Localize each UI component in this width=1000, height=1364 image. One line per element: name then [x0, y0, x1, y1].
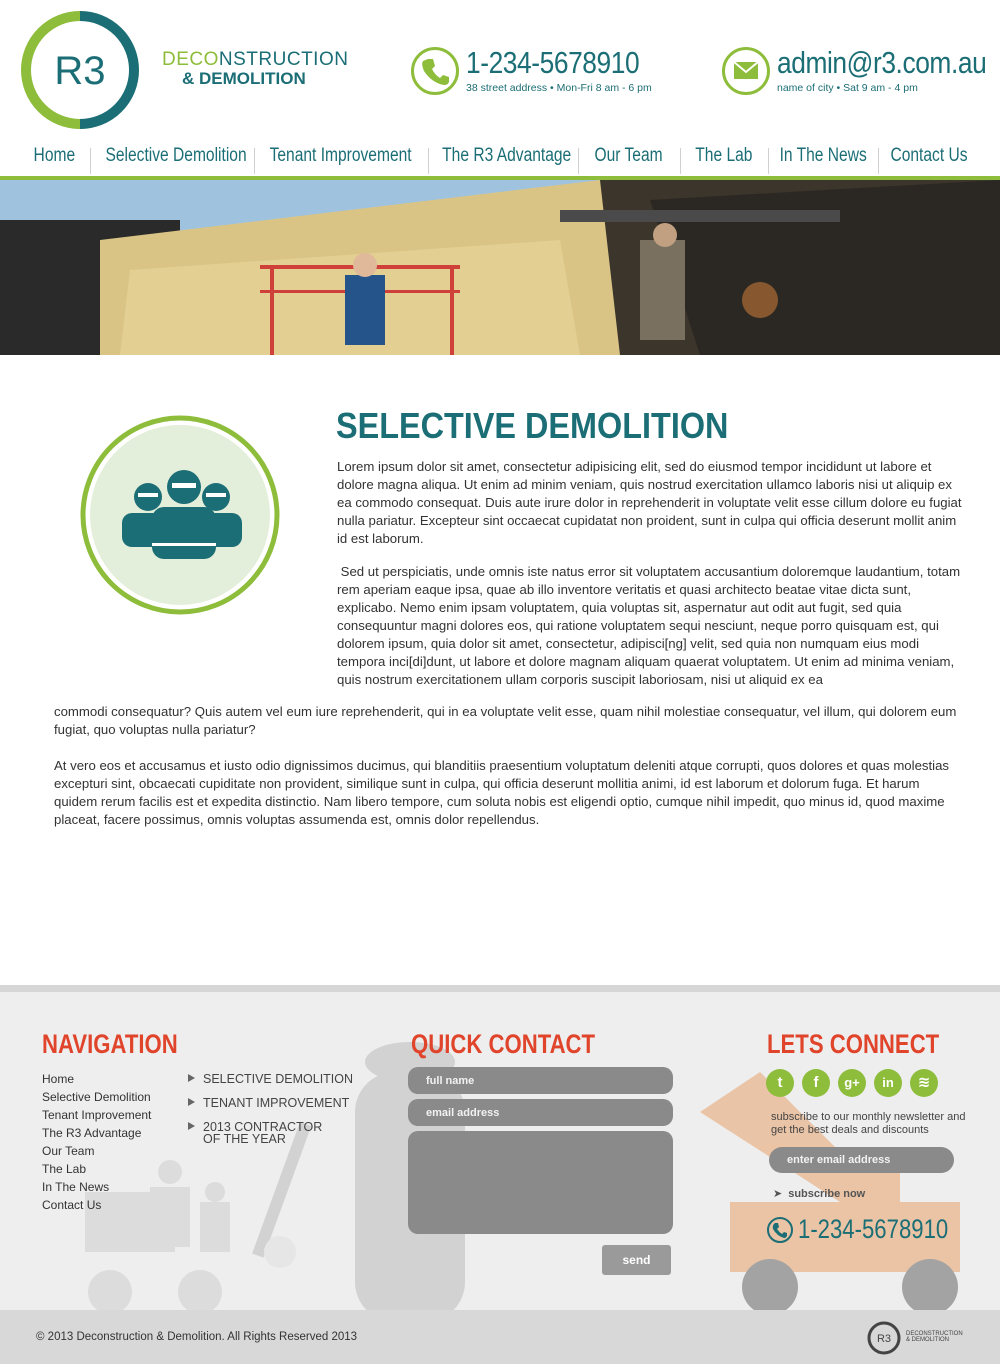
logo-line1-highlight: DECO: [162, 49, 219, 70]
linkedin-icon[interactable]: in: [874, 1069, 902, 1097]
featured-link[interactable]: 2013 CONTRACTOR OF THE YEAR: [188, 1121, 322, 1145]
arrow-right-icon: ➤: [773, 1188, 783, 1200]
footer-link-tenant-improvement[interactable]: Tenant Improvement: [42, 1108, 152, 1122]
header-email-sub: name of city • Sat 9 am - 4 pm: [777, 82, 918, 94]
body-paragraph: Lorem ipsum dolor sit amet, consectetur adipisicing elit, sed do eiusmod tempor incididunt ut labore et dolore magna aliqua. Ut enim ad minim veniam, quis nostrud exercitation ullamco laboris nisi ut aliquip ex ea commodo consequat. Duis aute irure dolor in reprehenderit in voluptate velit esse cillum dolore eu fugiat nulla pariatur. Excepteur sint occaecat cupidatat non proident, sunt in culpa qui officia deserunt mollit anim id est laborum.: [337, 459, 962, 546]
featured-link[interactable]: TENANT IMPROVEMENT: [188, 1097, 349, 1109]
team-icon: [80, 415, 280, 615]
r3-logo[interactable]: [20, 10, 140, 130]
logo-line2: & DEMOLITION: [182, 69, 306, 88]
footer-phone-number: 1-234-5678910: [798, 1214, 949, 1244]
quick-contact-heading: QUICK CONTACT: [411, 1029, 596, 1059]
footer-link-in-the-news[interactable]: In The News: [42, 1180, 110, 1194]
message-textarea[interactable]: [408, 1131, 673, 1234]
footer-link-selective-demolition[interactable]: Selective Demolition: [42, 1090, 151, 1104]
footer-link-r3-advantage[interactable]: The R3 Advantage: [42, 1126, 142, 1140]
send-button[interactable]: send: [602, 1245, 671, 1275]
body-paragraph: At vero eos et accusamus et iusto odio dignissimos ducimus, qui blanditiis praesentium voluptatum deleniti atque corrupti, quos dolores et quas molestias excepturi sint, obcaecati cupiditate non provident, similique sunt in culpa, qui officia deserunt mollitia animi, id est laborum et dolorum fuga. Et harum quidem rerum facilis est et expedita distinctio. Nam libero tempore, cum soluta nobis est eligendi optio, cumque nihil impedit, quo minus id, quod maxime placeat, facere possimus, omnis voluptas assumenda est, omnis dolor repellendus.: [54, 758, 950, 827]
full-name-input[interactable]: [408, 1067, 673, 1094]
nav-item-in-the-news[interactable]: In The News: [779, 145, 867, 166]
featured-link[interactable]: SELECTIVE DEMOLITION: [188, 1073, 353, 1085]
nav-item-selective-demolition[interactable]: Selective Demolition: [90, 138, 254, 176]
play-arrow-icon: [188, 1074, 195, 1082]
phone-icon: [411, 47, 459, 95]
logo-line1-rest: NSTRUCTION: [218, 49, 349, 70]
header: [0, 0, 1000, 140]
hero-banner: [0, 180, 1000, 355]
play-arrow-icon: [188, 1098, 195, 1106]
banner-image: [0, 180, 1000, 355]
copyright-text: © 2013 Deconstruction & Demolition. All Rights Reserved 2013: [36, 1331, 358, 1343]
header-phone-sub: 38 street address • Mon-Fri 8 am - 6 pm: [466, 82, 652, 94]
nav-item-tenant-improvement[interactable]: Tenant Improvement: [269, 145, 413, 166]
body-paragraph: Sed ut perspiciatis, unde omnis iste natus error sit voluptatem accusantium doloremque laudantium, totam rem aperiam eaque ipsa, quae ab illo inventore veritatis et quasi architecto beatae vitae dicta sunt, explicabo. Nemo enim ipsam voluptatem, quia voluptas sit, aspernatur aut odit aut fugit, sed quia consequuntur magni dolores eos, qui ratione voluptatem sequi nesciunt, neque porro quisquam est, qui dolorem ipsum, quia dolor sit amet, consectetur, adipisci[ng] velit, sed quia non numquam eius modi tempora inci[di]dunt, ut labore et dolore magnam aliquam quaerat voluptatem. Ut enim ad minima veniam, quis nostrum exercitationem ullam corporis suscipit laboriosam, nisi ut aliquid ex ea: [337, 564, 964, 687]
nav-item-r3-advantage[interactable]: The R3 Advantage: [442, 145, 572, 166]
lets-connect-heading: LETS CONNECT: [767, 1029, 940, 1059]
svg-text:R3: R3: [876, 1333, 892, 1345]
header-email-address: admin@r3.com.au: [777, 45, 987, 80]
logo-wordmark: [162, 50, 362, 88]
google-plus-icon[interactable]: g+: [838, 1069, 866, 1097]
logo-letters: R3: [54, 49, 106, 93]
nav-item-the-lab[interactable]: The Lab: [695, 145, 753, 166]
body-paragraph: commodi consequatur? Quis autem vel eum iure reprehenderit, qui in ea voluptate velit esse, quam nihil molestiae consequatur, vel illum, qui dolorem eum fugiat, quo voluptas nulla pariatur?: [54, 704, 957, 737]
footer-link-the-lab[interactable]: The Lab: [42, 1162, 87, 1176]
phone-icon: [766, 1216, 794, 1244]
copyright-bar: [0, 1310, 1000, 1364]
footer-link-contact-us[interactable]: Contact Us: [42, 1198, 102, 1212]
footer-link-home[interactable]: Home: [42, 1072, 75, 1086]
footer-logo[interactable]: [866, 1320, 966, 1356]
nav-item-home[interactable]: Home: [33, 145, 75, 166]
newsletter-text: subscribe to our monthly newsletter and get the best deals and discounts: [771, 1111, 966, 1136]
newsletter-email-input[interactable]: [769, 1147, 954, 1173]
footer-link-our-team[interactable]: Our Team: [42, 1144, 95, 1158]
email-address-input[interactable]: [408, 1099, 673, 1126]
nav-item-contact-us[interactable]: Contact Us: [890, 145, 968, 166]
facebook-icon[interactable]: f: [802, 1069, 830, 1097]
small-logo-line1: DECONSTRUCTION: [906, 1331, 963, 1337]
twitter-icon[interactable]: t: [766, 1069, 794, 1097]
page-title: SELECTIVE DEMOLITION: [336, 405, 729, 446]
rss-icon[interactable]: ≋: [910, 1069, 938, 1097]
r3-logo-small: [866, 1320, 902, 1356]
main-nav: [0, 138, 1000, 180]
nav-item-our-team[interactable]: Our Team: [594, 145, 664, 166]
header-phone-number: 1-234-5678910: [466, 45, 640, 80]
footer-nav-heading: NAVIGATION: [42, 1029, 178, 1059]
envelope-icon: [722, 47, 770, 95]
subscribe-link[interactable]: ➤ subscribe now: [773, 1188, 866, 1200]
small-logo-line2: & DEMOLITION: [906, 1337, 950, 1343]
footer: [0, 985, 1000, 1310]
play-arrow-icon: [188, 1122, 195, 1130]
